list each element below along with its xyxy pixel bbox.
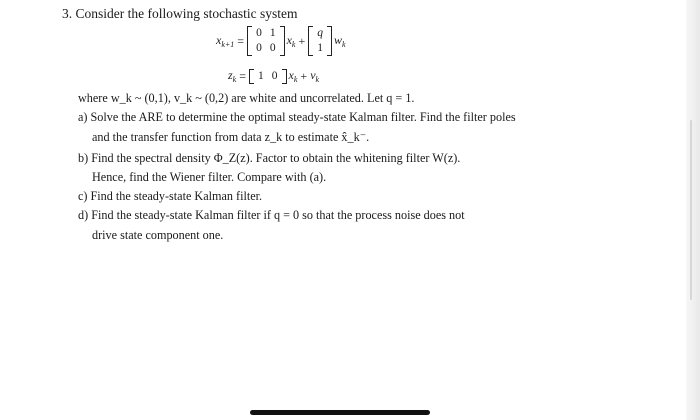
meas-lhs: $z_k$ [228,68,237,84]
state-lhs: $x_{k+1}$ [216,33,235,49]
matrix-a: 0 1 0 0 [247,26,285,56]
part-b-line-2: Hence, find the Wiener filter. Compare with (a). [92,170,327,184]
home-indicator[interactable] [250,410,430,415]
part-d-line-1: d) Find the steady-state Kalman filter if q = 0 so that the process noise does not [78,208,465,222]
matrix-b: q 1 [308,26,332,56]
part-a-line-1: a) Solve the ARE to determine the optimal steady-state Kalman filter. Find the filter poles [78,110,516,124]
part-b-line-1: b) Find the spectral density Φ_Z(z). Factor to obtain the whitening filter W(z). [78,151,461,165]
state-w: $w_k$ [333,33,346,49]
meas-v: $v_k$ [310,68,320,84]
matrix-c: 1 0 [249,69,287,84]
part-d-line-2: drive state component one. [92,228,224,242]
state-x: $x_k$ [286,33,296,49]
meas-x: $x_k$ [288,68,298,84]
state-equation: $x_{k+1}$ = 0 1 0 0 $x_k$ + q 1 $w_k$ [216,27,346,54]
part-c-line-1: c) Find the steady-state Kalman filter. [78,189,263,203]
page-edge [686,0,700,420]
where-line: where w_k ~ (0,1), v_k ~ (0,2) are white and uncorrelated. Let q = 1. [78,91,415,105]
part-a-line-2: and the transfer function from data z_k to estimate x̂_k⁻. [92,130,370,144]
measurement-equation: $z_k$ = 1 0 $x_k$ + $v_k$ [228,68,320,84]
problem-heading: 3. Consider the following stochastic system [62,6,298,21]
